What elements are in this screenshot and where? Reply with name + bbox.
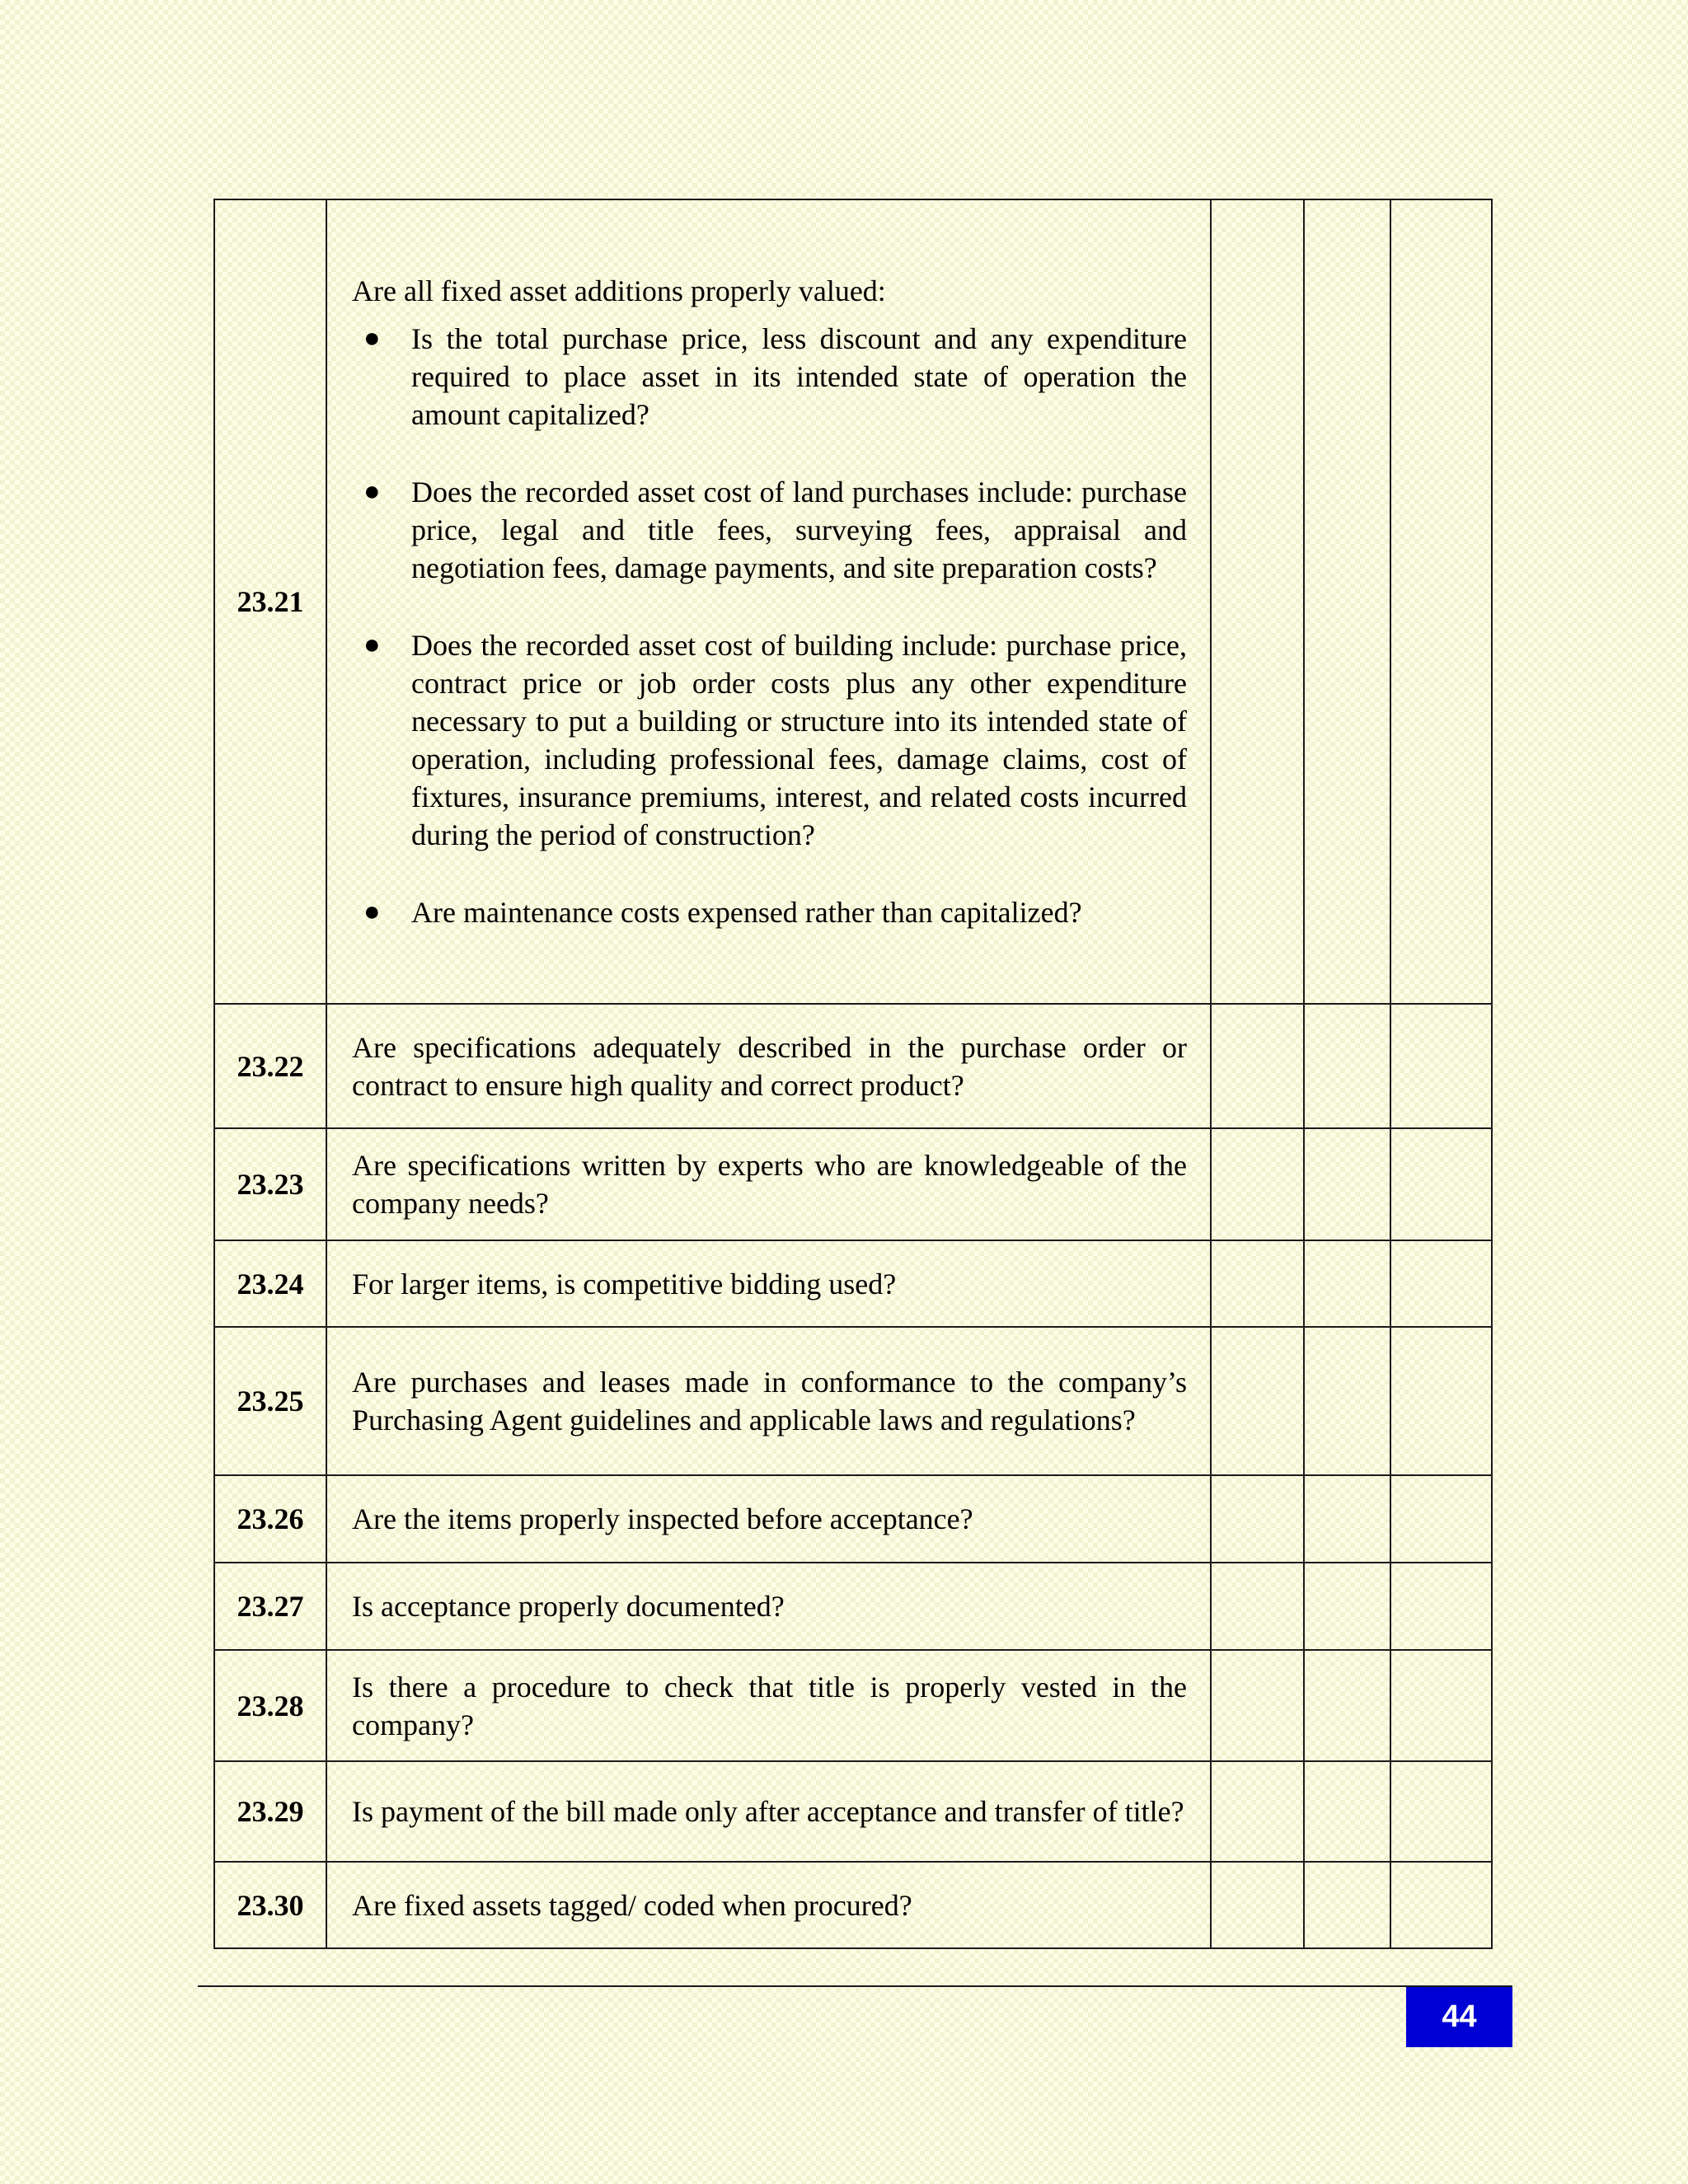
item-question: For larger items, is competitive bidding used?: [326, 1240, 1211, 1327]
sub-question-list: [352, 320, 1187, 931]
answer-cell-3[interactable]: [1390, 199, 1492, 1004]
sub-question-item: [352, 320, 1187, 434]
item-number: 23.25: [214, 1327, 326, 1475]
item-number: 23.28: [214, 1650, 326, 1761]
bullet-icon: ●: [363, 323, 381, 354]
bullet-icon: ●: [363, 476, 381, 507]
answer-cell-3[interactable]: [1390, 1475, 1492, 1563]
answer-cell-3[interactable]: [1390, 1650, 1492, 1761]
table-row: [214, 1650, 1492, 1761]
answer-cell-1[interactable]: [1211, 199, 1304, 1004]
table-row: [214, 1004, 1492, 1128]
footer-divider: [198, 1985, 1512, 1987]
table-row: [214, 1128, 1492, 1240]
answer-cell-2[interactable]: [1304, 1240, 1390, 1327]
answer-cell-2[interactable]: [1304, 1650, 1390, 1761]
checklist-table: [213, 199, 1493, 1949]
answer-cell-3[interactable]: [1390, 1327, 1492, 1475]
page-number-badge: 44: [1406, 1987, 1512, 2047]
item-question: Is there a procedure to check that title is properly vested in the company?: [326, 1650, 1211, 1761]
item-number: 23.27: [214, 1563, 326, 1650]
table-row: [214, 1240, 1492, 1327]
answer-cell-2[interactable]: [1304, 1327, 1390, 1475]
sub-question-text: Are maintenance costs expensed rather than capitalized?: [411, 896, 1082, 929]
answer-cell-2[interactable]: [1304, 1761, 1390, 1862]
table-row: [214, 1563, 1492, 1650]
table-row: [214, 199, 1492, 1004]
answer-cell-1[interactable]: [1211, 1862, 1304, 1948]
answer-cell-1[interactable]: [1211, 1327, 1304, 1475]
item-question: Is acceptance properly documented?: [326, 1563, 1211, 1650]
item-number: 23.30: [214, 1862, 326, 1948]
answer-cell-3[interactable]: [1390, 1128, 1492, 1240]
item-question: Are the items properly inspected before acceptance?: [326, 1475, 1211, 1563]
table-row: [214, 1475, 1492, 1563]
question-intro: Are all fixed asset additions properly valued:: [352, 274, 886, 307]
sub-question-text: Does the recorded asset cost of land purchases include: purchase price, legal and title fees, surveying fees, appraisal and negotiation fees, damage payments, and site preparation costs?: [411, 476, 1187, 584]
bullet-icon: ●: [363, 897, 381, 927]
answer-cell-3[interactable]: [1390, 1004, 1492, 1128]
bullet-icon: ●: [363, 630, 381, 660]
item-question: Is payment of the bill made only after acceptance and transfer of title?: [326, 1761, 1211, 1862]
sub-question-item: [352, 473, 1187, 587]
answer-cell-3[interactable]: [1390, 1563, 1492, 1650]
answer-cell-3[interactable]: [1390, 1240, 1492, 1327]
sub-question-text: Is the total purchase price, less discount and any expenditure required to place asset in its intended state of operation the amount capitalized?: [411, 322, 1187, 431]
answer-cell-1[interactable]: [1211, 1563, 1304, 1650]
answer-cell-1[interactable]: [1211, 1004, 1304, 1128]
item-question: Are specifications adequately described in the purchase order or contract to ensure high quality and correct product?: [326, 1004, 1211, 1128]
answer-cell-2[interactable]: [1304, 1475, 1390, 1563]
answer-cell-2[interactable]: [1304, 1862, 1390, 1948]
item-number: 23.22: [214, 1004, 326, 1128]
sub-question-item: [352, 893, 1187, 931]
answer-cell-2[interactable]: [1304, 199, 1390, 1004]
answer-cell-2[interactable]: [1304, 1563, 1390, 1650]
item-question: [326, 199, 1211, 1004]
table-row: [214, 1327, 1492, 1475]
item-number: 23.21: [214, 199, 326, 1004]
answer-cell-3[interactable]: [1390, 1761, 1492, 1862]
answer-cell-1[interactable]: [1211, 1761, 1304, 1862]
answer-cell-1[interactable]: [1211, 1240, 1304, 1327]
item-question: Are fixed assets tagged/ coded when procured?: [326, 1862, 1211, 1948]
answer-cell-1[interactable]: [1211, 1128, 1304, 1240]
table-row: [214, 1862, 1492, 1948]
answer-cell-1[interactable]: [1211, 1650, 1304, 1761]
sub-question-text: Does the recorded asset cost of building include: purchase price, contract price or job order costs plus any other expenditure necessary to put a building or structure into its intended state of operation, including professional fees, damage claims, cost of fixtures, insurance premiums, interest, and related costs incurred during the period of construction?: [411, 629, 1187, 851]
answer-cell-1[interactable]: [1211, 1475, 1304, 1563]
item-number: 23.26: [214, 1475, 326, 1563]
item-number: 23.23: [214, 1128, 326, 1240]
sub-question-item: [352, 626, 1187, 854]
answer-cell-3[interactable]: [1390, 1862, 1492, 1948]
table-row: [214, 1761, 1492, 1862]
item-number: 23.24: [214, 1240, 326, 1327]
answer-cell-2[interactable]: [1304, 1128, 1390, 1240]
answer-cell-2[interactable]: [1304, 1004, 1390, 1128]
item-question: Are purchases and leases made in conformance to the company’s Purchasing Agent guidelines and applicable laws and regulations?: [326, 1327, 1211, 1475]
item-number: 23.29: [214, 1761, 326, 1862]
item-question: Are specifications written by experts who are knowledgeable of the company needs?: [326, 1128, 1211, 1240]
